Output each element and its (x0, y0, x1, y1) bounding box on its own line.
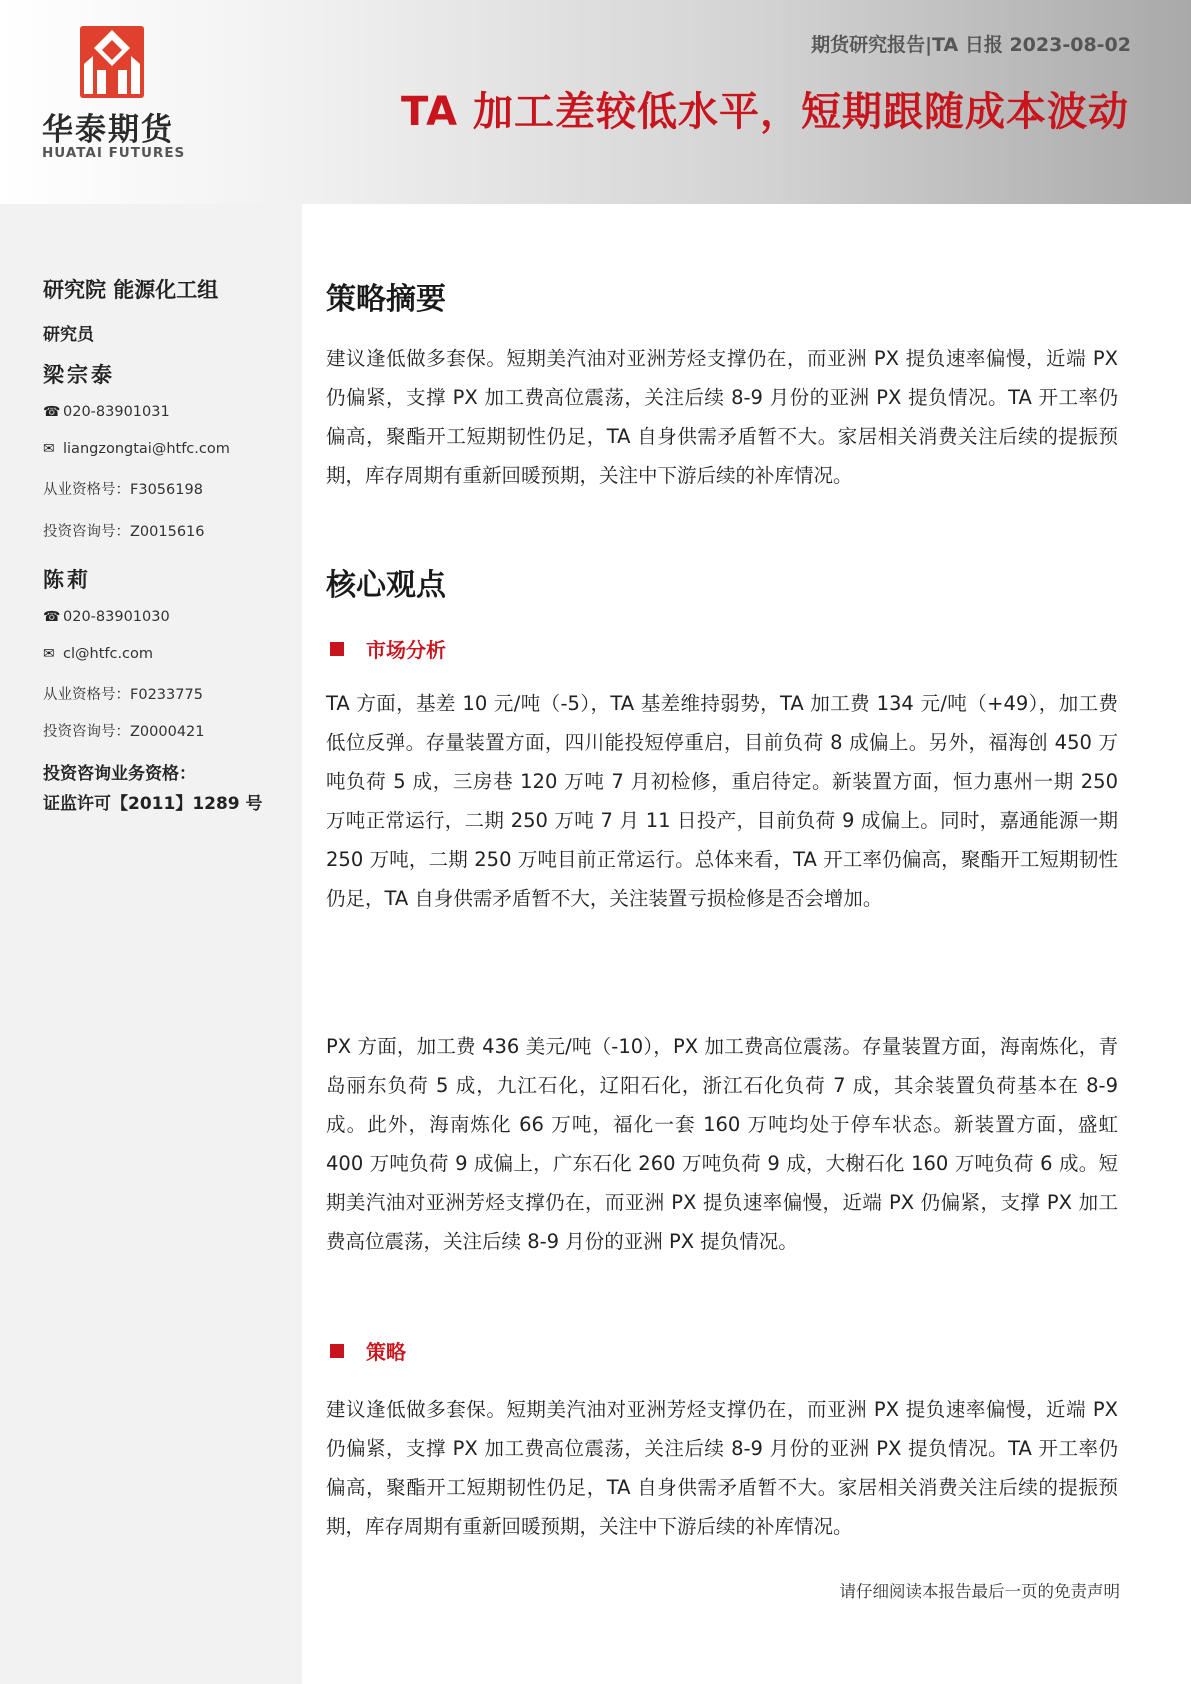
analyst-sidebar (0, 204, 302, 1684)
analyst-phone (43, 609, 170, 625)
huatai-logo-icon (80, 26, 144, 98)
summary-paragraph: 建议逢低做多套保。短期美汽油对亚洲芳烃支撑仍在，而亚洲 PX 提负速率偏慢，近端 PX 仍偏紧，支撑 PX 加工费高位震荡，关注后续 8-9 月份的亚洲 PX 提负情况。TA 开工率仍偏高，聚酯开工短期韧性仍足，TA 自身供需矛盾暂不大。家居相关消费关注后续的提振预期，库存周期有重新回暖预期，关注中下游后续的补库情况。 (326, 347, 1118, 487)
email-text[interactable]: cl@htfc.com (63, 646, 154, 662)
report-meta: 期货研究报告|TA 日报 2023-08-02 (811, 34, 1131, 56)
strategy-label: 策略 (366, 1340, 406, 1364)
core-view-heading: 核心观点 (326, 568, 446, 603)
company-logo (40, 24, 190, 164)
report-header (0, 0, 1191, 204)
analyst-name: 陈莉 (43, 567, 91, 592)
phone-icon: ☎ (43, 609, 61, 625)
summary-heading: 策略摘要 (326, 282, 446, 317)
phone-text: 020-83901030 (63, 609, 170, 625)
analyst-consult-no: 投资咨询号：Z0015616 (43, 524, 205, 540)
analyst-phone (43, 404, 170, 420)
market-analysis-label: 市场分析 (366, 638, 446, 662)
company-name-en: HUATAI FUTURES (42, 145, 186, 161)
report-title: TA 加工差较低水平，短期跟随成本波动 (400, 89, 1129, 135)
market-px-paragraph: PX 方面，加工费 436 美元/吨（-10），PX 加工费高位震荡。存量装置方面，海南炼化，青岛丽东负荷 5 成，九江石化，辽阳石化，浙江石化负荷 7 成，其余装置负荷基本在 8-9 成。此外，海南炼化 66 万吨，福化一套 160 万吨均处于停车状态。新装置方面，盛虹 400 万吨负荷 9 成偏上，广东石化 260 万吨负荷 9 成，大榭石化 160 万吨负荷 6 成。短期美汽油对亚洲芳烃支撑仍在，而亚洲 PX 提负速率偏慢，近端 PX 仍偏紧，支撑 PX 加工费高位震荡，关注后续 8-9 月份的亚洲 PX 提负情况。 (326, 1035, 1118, 1253)
strategy-heading (330, 1336, 406, 1365)
email-text[interactable]: liangzongtai@htfc.com (63, 441, 230, 457)
analyst-consult-no: 投资咨询号：Z0000421 (43, 724, 205, 740)
square-bullet-icon (330, 1344, 344, 1358)
analyst-qualification: 从业资格号：F3056198 (43, 482, 203, 498)
strategy-paragraph: 建议逢低做多套保。短期美汽油对亚洲芳烃支撑仍在，而亚洲 PX 提负速率偏慢，近端 PX 仍偏紧，支撑 PX 加工费高位震荡，关注后续 8-9 月份的亚洲 PX 提负情况。TA 开工率仍偏高，聚酯开工短期韧性仍足，TA 自身供需矛盾暂不大。家居相关消费关注后续的提振预期，库存周期有重新回暖预期，关注中下游后续的补库情况。 (326, 1398, 1118, 1538)
mail-icon: ✉ (43, 441, 55, 457)
phone-icon: ☎ (43, 404, 61, 420)
analyst-email[interactable] (43, 646, 153, 662)
department-label: 研究院 能源化工组 (43, 278, 219, 302)
role-label: 研究员 (43, 325, 94, 345)
market-analysis-heading (330, 634, 446, 663)
square-bullet-icon (330, 642, 344, 656)
company-name-cn: 华泰期货 (42, 112, 174, 148)
disclaimer-note: 请仔细阅读本报告最后一页的免责声明 (839, 1582, 1120, 1601)
phone-text: 020-83901031 (63, 404, 170, 420)
analyst-email[interactable] (43, 441, 230, 457)
license-number: 证监许可【2011】1289 号 (43, 794, 263, 814)
analyst-name: 梁宗泰 (43, 362, 115, 387)
mail-icon: ✉ (43, 646, 55, 662)
market-ta-paragraph: TA 方面，基差 10 元/吨（-5），TA 基差维持弱势，TA 加工费 134 元/吨（+49），加工费低位反弹。存量装置方面，四川能投短停重启，目前负荷 8 成偏上。另外，福海创 450 万吨负荷 5 成，三房巷 120 万吨 7 月初检修，重启待定。新装置方面，恒力惠州一期 250 万吨正常运行，二期 250 万吨 7 月 11 日投产，目前负荷 9 成偏上。同时，嘉通能源一期 250 万吨，二期 250 万吨目前正常运行。总体来看，TA 开工率仍偏高，聚酯开工短期韧性仍足，TA 自身供需矛盾暂不大，关注装置亏损检修是否会增加。 (326, 692, 1118, 910)
analyst-qualification: 从业资格号：F0233775 (43, 687, 203, 703)
license-label: 投资咨询业务资格： (43, 764, 196, 784)
